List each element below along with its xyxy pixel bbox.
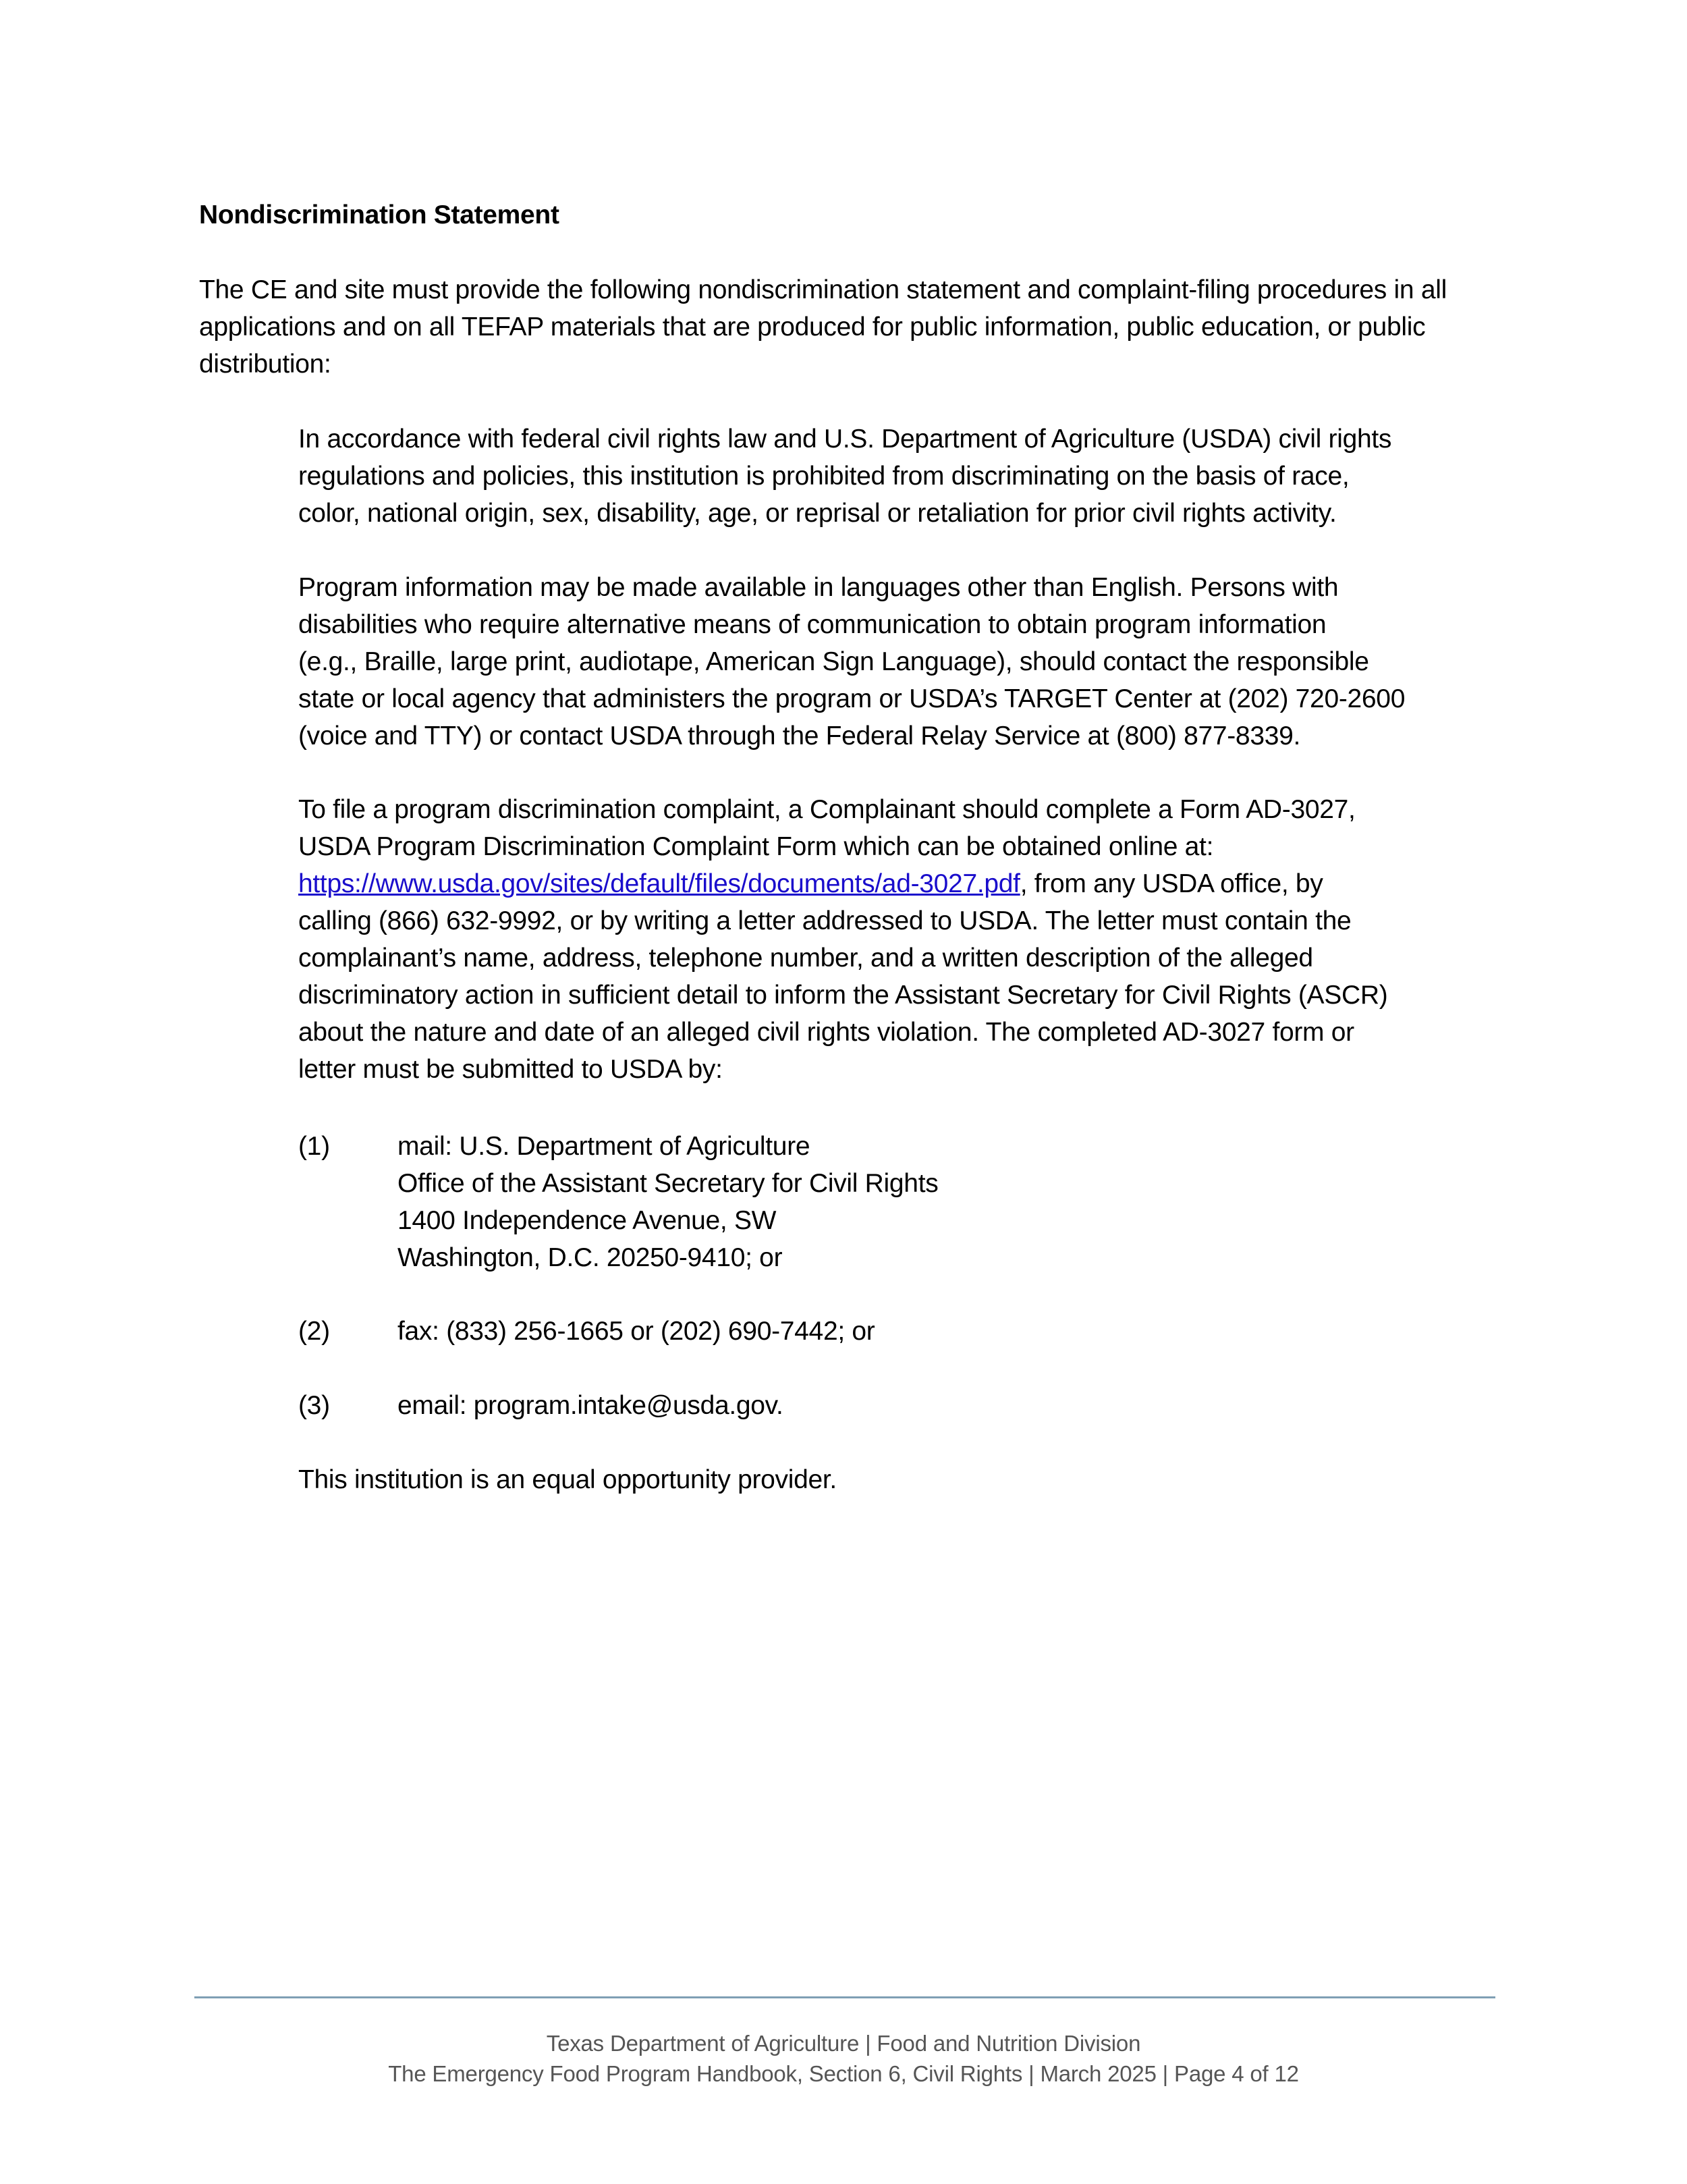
paragraph-line bbox=[298, 865, 1499, 902]
paragraph-line: Program information may be made available in languages other than English. Persons with bbox=[298, 573, 1339, 602]
program-information-paragraph bbox=[298, 569, 1499, 755]
footer-divider bbox=[194, 1996, 1495, 1998]
paragraph-text: , from any USDA office, by bbox=[1020, 869, 1323, 898]
footer-organization: Texas Department of Agriculture | Food and Nutrition Division bbox=[546, 2031, 1141, 2056]
address-line: Washington, D.C. 20250-9410; or bbox=[397, 1243, 783, 1272]
paragraph-line: regulations and policies, this institution is prohibited from discriminating on the basis of race, bbox=[298, 462, 1350, 491]
list-number: (3) bbox=[298, 1391, 330, 1420]
paragraph-line: color, national origin, sex, disability, age, or reprisal or retaliation for prior civil rights activity. bbox=[298, 499, 1337, 528]
list-item-body bbox=[397, 1128, 938, 1276]
list-item-body bbox=[397, 1387, 783, 1424]
paragraph-line: letter must be submitted to USDA by: bbox=[298, 1055, 723, 1084]
email-line: email: program.intake@usda.gov. bbox=[397, 1391, 783, 1420]
paragraph-line: (voice and TTY) or contact USDA through the Federal Relay Service at (800) 877-8339. bbox=[298, 721, 1301, 750]
list-number: (1) bbox=[298, 1132, 330, 1161]
paragraph-line: disabilities who require alternative means of communication to obtain program information bbox=[298, 610, 1327, 639]
paragraph-line: To file a program discrimination complaint, a Complainant should complete a Form AD-3027, bbox=[298, 795, 1356, 824]
address-line: Office of the Assistant Secretary for Civil Rights bbox=[397, 1169, 939, 1198]
paragraph-line: discriminatory action in sufficient detail to inform the Assistant Secretary for Civil Rights (ASCR) bbox=[298, 981, 1388, 1010]
fax-line: fax: (833) 256-1665 or (202) 690-7442; or bbox=[397, 1317, 875, 1346]
equal-opportunity-statement: This institution is an equal opportunity provider. bbox=[298, 1465, 837, 1494]
paragraph-line: calling (866) 632-9992, or by writing a letter addressed to USDA. The letter must contain the bbox=[298, 906, 1352, 935]
ad-3027-form-link[interactable]: https://www.usda.gov/sites/default/files/documents/ad-3027.pdf bbox=[298, 869, 1020, 898]
address-line: mail: U.S. Department of Agriculture bbox=[397, 1132, 810, 1161]
address-line: 1400 Independence Avenue, SW bbox=[397, 1206, 777, 1235]
complaint-paragraph bbox=[298, 791, 1499, 1088]
footer-page-info: The Emergency Food Program Handbook, Section 6, Civil Rights | March 2025 | Page 4 of 12 bbox=[388, 2061, 1299, 2086]
paragraph-line: state or local agency that administers the program or USDA’s TARGET Center at (202) 720-2600 bbox=[298, 684, 1406, 713]
civil-rights-paragraph bbox=[298, 420, 1499, 532]
paragraph-line: complainant’s name, address, telephone number, and a written description of the alleged bbox=[298, 944, 1313, 973]
list-number: (2) bbox=[298, 1317, 330, 1346]
section-heading: Nondiscrimination Statement bbox=[199, 200, 559, 229]
paragraph-line: In accordance with federal civil rights law and U.S. Department of Agriculture (USDA) civil rights bbox=[298, 425, 1392, 454]
paragraph-line: about the nature and date of an alleged civil rights violation. The completed AD-3027 form or bbox=[298, 1018, 1354, 1047]
list-item-body bbox=[397, 1313, 875, 1350]
paragraph-line: (e.g., Braille, large print, audiotape, American Sign Language), should contact the responsible bbox=[298, 647, 1369, 676]
paragraph-line: USDA Program Discrimination Complaint Form which can be obtained online at: bbox=[298, 832, 1214, 861]
intro-paragraph: The CE and site must provide the following nondiscrimination statement and complaint-filing procedures in all applications and on all TEFAP materials that are produced for public information, public education, or public distribution: bbox=[199, 275, 1447, 379]
